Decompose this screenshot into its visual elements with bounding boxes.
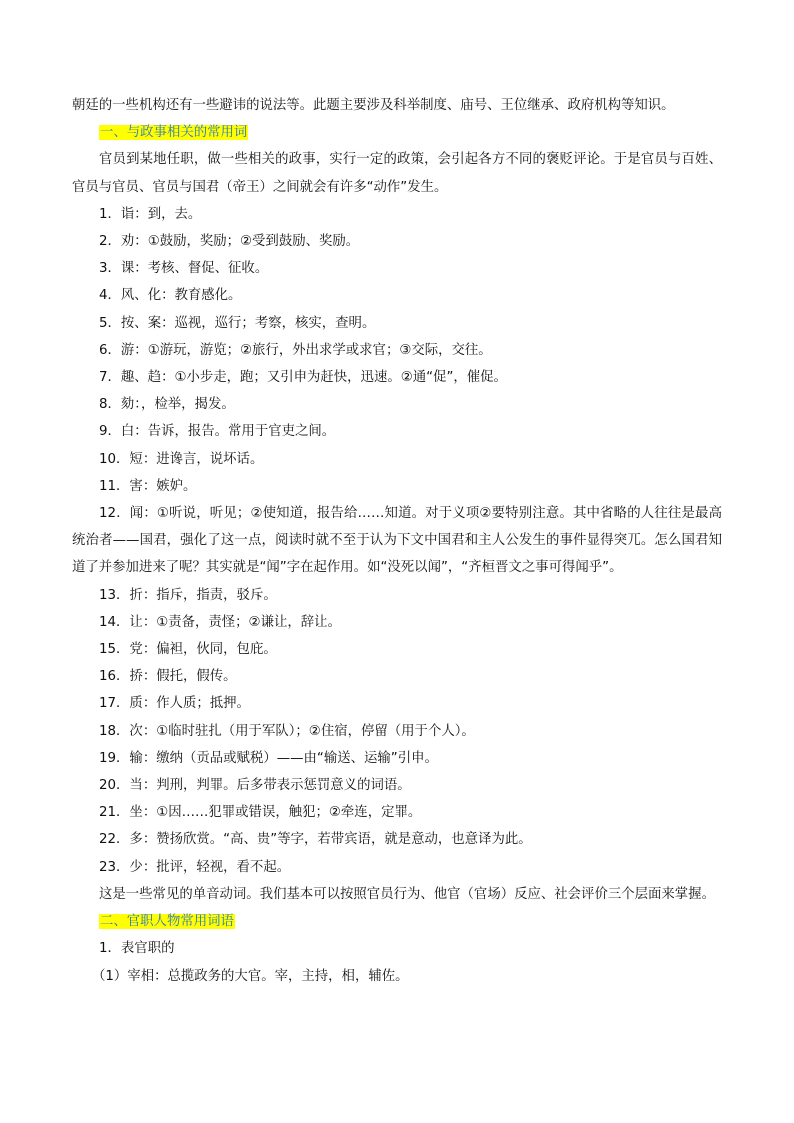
list-item: 19．输：缴纳（贡品或赋税）——由“输送、运输”引申。: [99, 750, 438, 766]
list-item: 4．风、化：教育感化。: [99, 288, 242, 304]
list-item: （1）宰相：总揽政务的大官。宰，主持，相，辅佐。: [92, 968, 409, 984]
list-item: 9．白：告诉，报告。常用于官吏之间。: [99, 424, 336, 440]
list-item-12: 12．闻：①听说，听见；②使知道，报告给……知道。对于义项②要特别注意。其中省略的人往往是最高统治者——国君，强化了这一点，阅读时就不至于认为下文中国君和主人公发生的事件显得突兀。怎么国君知道了并参加进来了呢？其实就是“闻”字在起作用。如“没死以闻”，“齐桓晋文之事可得闻乎”。: [72, 506, 722, 576]
intro-tail: 朝廷的一些机构还有一些避讳的说法等。此题主要涉及科举制度、庙号、王位继承、政府机构等知识。: [72, 98, 675, 113]
section-2-subheading: 1．表官职的: [99, 941, 175, 957]
list-item: 22．多：赞扬欣赏。“高、贵”等字，若带宾语，就是意动，也意译为此。: [99, 832, 532, 848]
list-item: 15．党：偏袒，伙同，包庇。: [99, 642, 277, 658]
list-item: 10．短：进谗言，说坏话。: [99, 451, 264, 467]
list-item: 14．让：①责备，责怪；②谦让，辞让。: [99, 614, 341, 630]
list-item: 20．当：判刑，判罪。后多带表示惩罚意义的词语。: [99, 778, 411, 794]
list-item: 8．劾：，检举，揭发。: [99, 397, 235, 413]
list-item: 21．坐：①因……犯罪或错误，触犯；②牵连，定罪。: [99, 805, 422, 821]
list-item: 7．趣、趋：①小步走，跑；又引申为赶快，迅速。②通“促”，催促。: [99, 370, 507, 386]
list-item: 1．诣：到，去。: [99, 206, 202, 222]
list-item: 23．少：批评，轻视，看不起。: [99, 859, 291, 875]
section-2-heading-text: 二、官职人物常用词语: [100, 914, 234, 930]
section-1-heading: [72, 119, 722, 146]
list-item: 2．劝：①鼓励，奖励；②受到鼓励、奖励。: [99, 234, 360, 250]
list-item: 6．游：①游玩，游览；②旅行，外出求学或求官；③交际，交往。: [99, 342, 492, 358]
list-item: 5．按、案：巡视，巡行；考察，核实，查明。: [99, 315, 376, 331]
section-2-heading: [72, 908, 722, 935]
list-item: 18．次：①临时驻扎（用于军队）；②住宿，停留（用于个人）。: [99, 723, 475, 739]
section-1-intro: 官员到某地任职，做一些相关的政事，实行一定的政策，会引起各方不同的褒贬评论。于是官员与百姓、官员与官员、官员与国君（帝王）之间就会有许多“动作”发生。: [72, 152, 722, 195]
section-1-summary: 这是一些常见的单音动词。我们基本可以按照官员行为、他官（官场）反应、社会评价三个层面来掌握。: [99, 886, 715, 902]
document-page: [72, 92, 722, 990]
list-item: 13．折：指斥，指责，驳斥。: [99, 587, 277, 603]
list-item: 16．挢：假托，假传。: [99, 669, 237, 685]
list-item: 17．质：作人质；抵押。: [99, 696, 250, 712]
section-1-heading-text: 一、与政事相关的常用词: [100, 125, 248, 141]
list-item: 3．课：考核、督促、征收。: [99, 261, 269, 277]
list-item: 11．害：嫉妒。: [99, 478, 197, 494]
